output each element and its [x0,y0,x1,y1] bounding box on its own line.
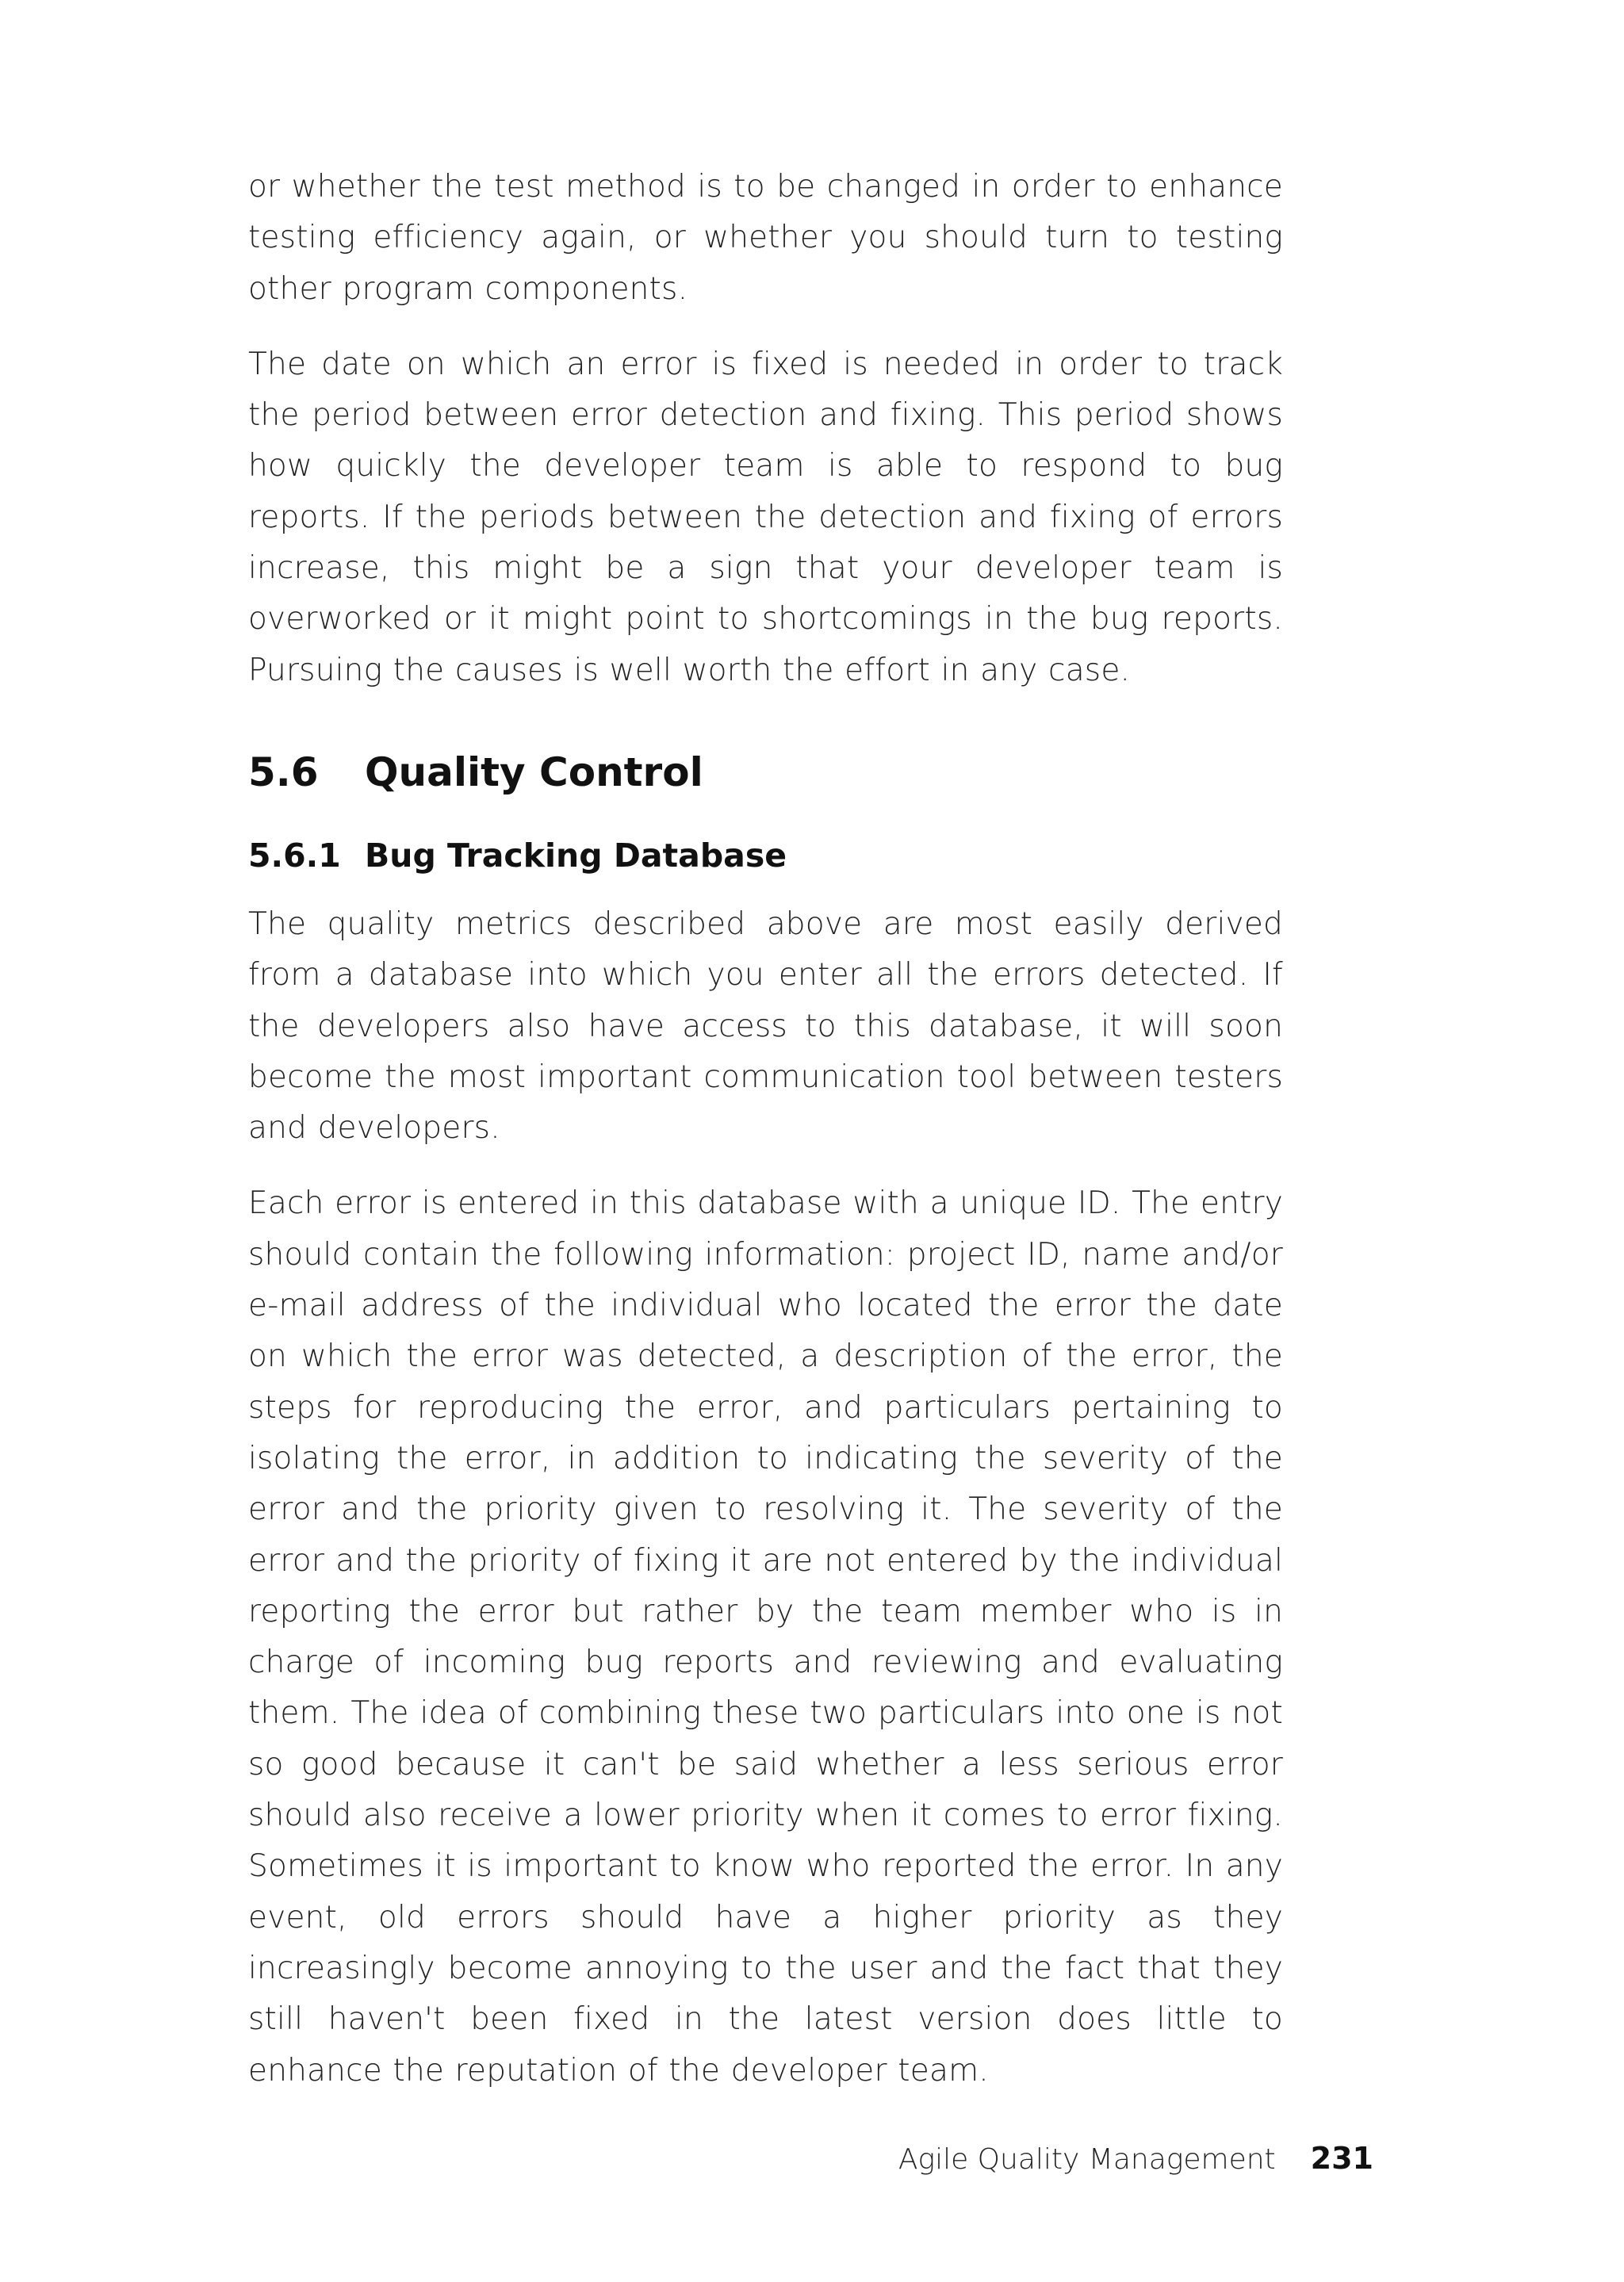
subsection-number: 5.6.1 [248,836,341,875]
section-title: Quality Control [365,749,703,795]
body-paragraph: The date on which an error is fixed is needed in order to track the period between error detection and fixing. This period shows how quickly the developer team is able to respond to bug reports. If the periods between the detection and fixing of errors increase, this might be a sign that your developer team is overworked or it might point to shortcomings in the bug reports. Pursuing the causes is well worth the effort in any case. [248,346,1283,688]
running-title: Agile Quality Management [898,2143,1276,2176]
section-heading [248,744,1283,801]
subsection-paragraph: Each error is entered in this database with a unique ID. The entry should contain the following information: project ID, name and/or e-mail address of the individual who located the error the date on which the error was detected, a description of the error, the steps for reproducing the error, and particulars pertaining to isolating the error, in addition to indicating the severity of the error and the priority given to resolving it. The severity of the error and the priority of fixing it are not entered by the individual reporting the error but rather by the team member who is in charge of incoming bug reports and reviewing and evaluating them. The idea of combining these two particulars into one is not so good because it can't be said whether a less serious error should also receive a lower priority when it comes to error fixing. Sometimes it is important to know who reported the error. In any event, old errors should have a higher priority as they increasingly become annoying to the user and the fact that they still haven't been fixed in the latest version does little to enhance the reputation of the developer team. [248,1185,1283,2089]
body-paragraph-continued: or whether the test method is to be changed in order to enhance testing efficiency again, or whether you should turn to testing other program components. [248,169,1283,307]
subsection-heading [248,832,1283,879]
page-footer [872,2141,1373,2176]
subsection-paragraph: The quality metrics described above are most easily derived from a database into which you enter all the errors detected. If the developers also have access to this database, it will soon become the most important communication tool between testers and developers. [248,906,1283,1147]
subsection-title: Bug Tracking Database [365,836,787,875]
text-column [248,162,1283,2096]
section-number: 5.6 [248,749,319,795]
page-number: 231 [1310,2141,1373,2176]
